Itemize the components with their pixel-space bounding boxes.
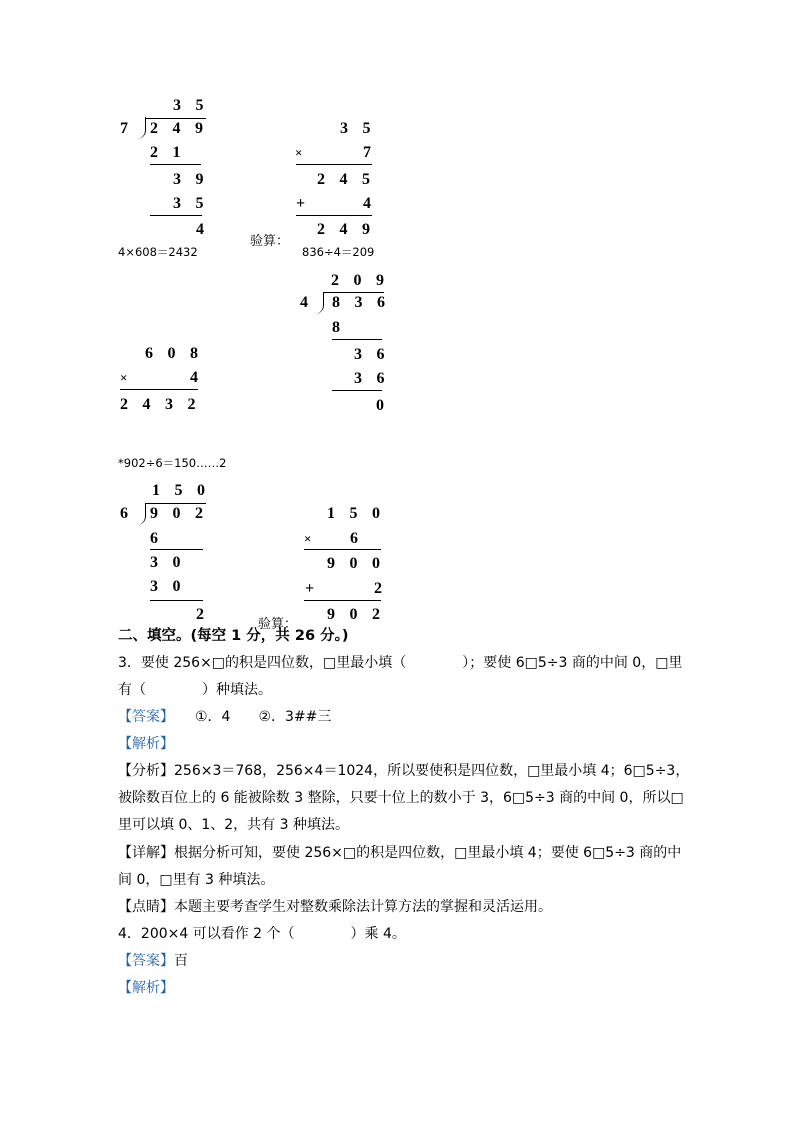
analysis-label: 【解析】 xyxy=(118,736,174,752)
check-label: 验算： xyxy=(250,234,290,249)
answer-label: 【答案】 xyxy=(118,709,167,725)
analysis-label: 【解析】 xyxy=(118,980,174,996)
division-line xyxy=(324,292,384,293)
divisor: 6 xyxy=(120,505,143,522)
xiangjie-row xyxy=(118,844,681,862)
sum: 249 xyxy=(317,221,385,238)
answer-row xyxy=(118,708,331,726)
factor: 4 xyxy=(190,369,213,386)
xiangjie-label: 【详解】 xyxy=(118,845,174,861)
times-sign: × xyxy=(304,531,326,546)
times-sign: × xyxy=(120,370,142,385)
answer-value: ①．4 ②．3##三 xyxy=(167,709,332,725)
rule xyxy=(304,600,381,601)
rule xyxy=(150,600,203,601)
xiangjie-text: 间 0，□里有 3 种填法。 xyxy=(118,872,275,888)
question-3-text: 有（ ）种填法。 xyxy=(118,682,272,698)
rule xyxy=(120,389,198,390)
dianjing-label: 【点睛】 xyxy=(118,899,174,915)
division-bracket xyxy=(137,503,146,525)
rule xyxy=(296,215,372,216)
dianjing-row xyxy=(118,898,552,916)
product: 900 xyxy=(327,555,395,572)
plus-sign: + xyxy=(305,580,329,597)
rule xyxy=(304,549,381,550)
step-row: 36 xyxy=(354,346,399,363)
step-row: 39 xyxy=(173,171,218,188)
remainder: 2 xyxy=(196,606,219,623)
quotient: 209 xyxy=(331,272,399,289)
step-row: 30 xyxy=(150,578,195,595)
answer-value: 百 xyxy=(174,953,188,969)
factor: 7 xyxy=(363,144,386,161)
rule xyxy=(332,390,382,391)
answer-label: 【答案】 xyxy=(118,953,174,969)
dividend: 902 xyxy=(150,505,218,522)
dividend: 249 xyxy=(150,120,218,137)
divisor: 7 xyxy=(120,120,143,137)
step-row: 8 xyxy=(332,319,355,336)
equation: *902÷6＝150……2 xyxy=(118,456,227,470)
factor: 6 xyxy=(350,530,373,547)
section-title: 二、填空。(每空 1 分，共 26 分。) xyxy=(118,628,349,644)
fenxi-row xyxy=(118,762,689,780)
step-row: 30 xyxy=(150,554,195,571)
division-bracket xyxy=(315,292,324,314)
step-row: 36 xyxy=(354,370,399,387)
fenxi-text: 里可以填 0、1、2，共有 3 种填法。 xyxy=(118,817,349,833)
plus-sign: + xyxy=(296,195,320,212)
fenxi-label: 【分析】 xyxy=(118,763,174,779)
rule xyxy=(332,339,382,340)
quotient: 150 xyxy=(152,482,220,499)
remainder: 4 xyxy=(196,221,219,238)
divisor: 4 xyxy=(300,294,323,311)
question-4-text: 4．200×4 可以看作 2 个（ ）乘 4。 xyxy=(118,926,406,942)
rule xyxy=(150,215,202,216)
xiangjie-text: 根据分析可知，要使 256×□的积是四位数，□里最小填 4；要使 6□5÷3 商的中 xyxy=(174,845,682,861)
sum: 902 xyxy=(327,606,395,623)
step-row: 21 xyxy=(150,144,195,161)
rule xyxy=(296,164,372,165)
answer-row xyxy=(118,952,188,970)
factor: 150 xyxy=(327,505,395,522)
equation: 4×608＝2432 xyxy=(118,245,198,259)
fenxi-text: 256×3＝768，256×4＝1024，所以要使积是四位数，□里最小填 4；6□5÷3， xyxy=(174,763,690,779)
division-bracket xyxy=(137,117,146,139)
question-3-text: 3．要使 256×□的积是四位数，□里最小填（ ）；要使 6□5÷3 商的中间 0，□里 xyxy=(118,655,683,671)
times-sign: × xyxy=(295,145,317,160)
factor: 35 xyxy=(340,120,385,137)
product: 245 xyxy=(317,171,385,188)
factor: 608 xyxy=(145,345,213,362)
product: 2432 xyxy=(120,396,210,413)
addend: 2 xyxy=(374,580,397,597)
quotient: 35 xyxy=(173,97,218,114)
addend: 4 xyxy=(363,195,386,212)
equation: 836÷4＝209 xyxy=(302,245,375,259)
step-row: 6 xyxy=(150,530,173,547)
rule xyxy=(150,164,201,165)
check-label: 验算： xyxy=(258,617,298,632)
division-line xyxy=(146,503,206,504)
dividend: 836 xyxy=(332,294,400,311)
step-row: 35 xyxy=(173,195,218,212)
division-line xyxy=(146,118,206,119)
fenxi-text: 被除数百位上的 6 能被除数 3 整除，只要十位上的数小于 3，6□5÷3 商的中间 0，所以□ xyxy=(118,790,684,806)
remainder: 0 xyxy=(376,397,399,414)
rule xyxy=(150,549,203,550)
dianjing-text: 本题主要考查学生对整数乘除法计算方法的掌握和灵活运用。 xyxy=(174,899,552,915)
